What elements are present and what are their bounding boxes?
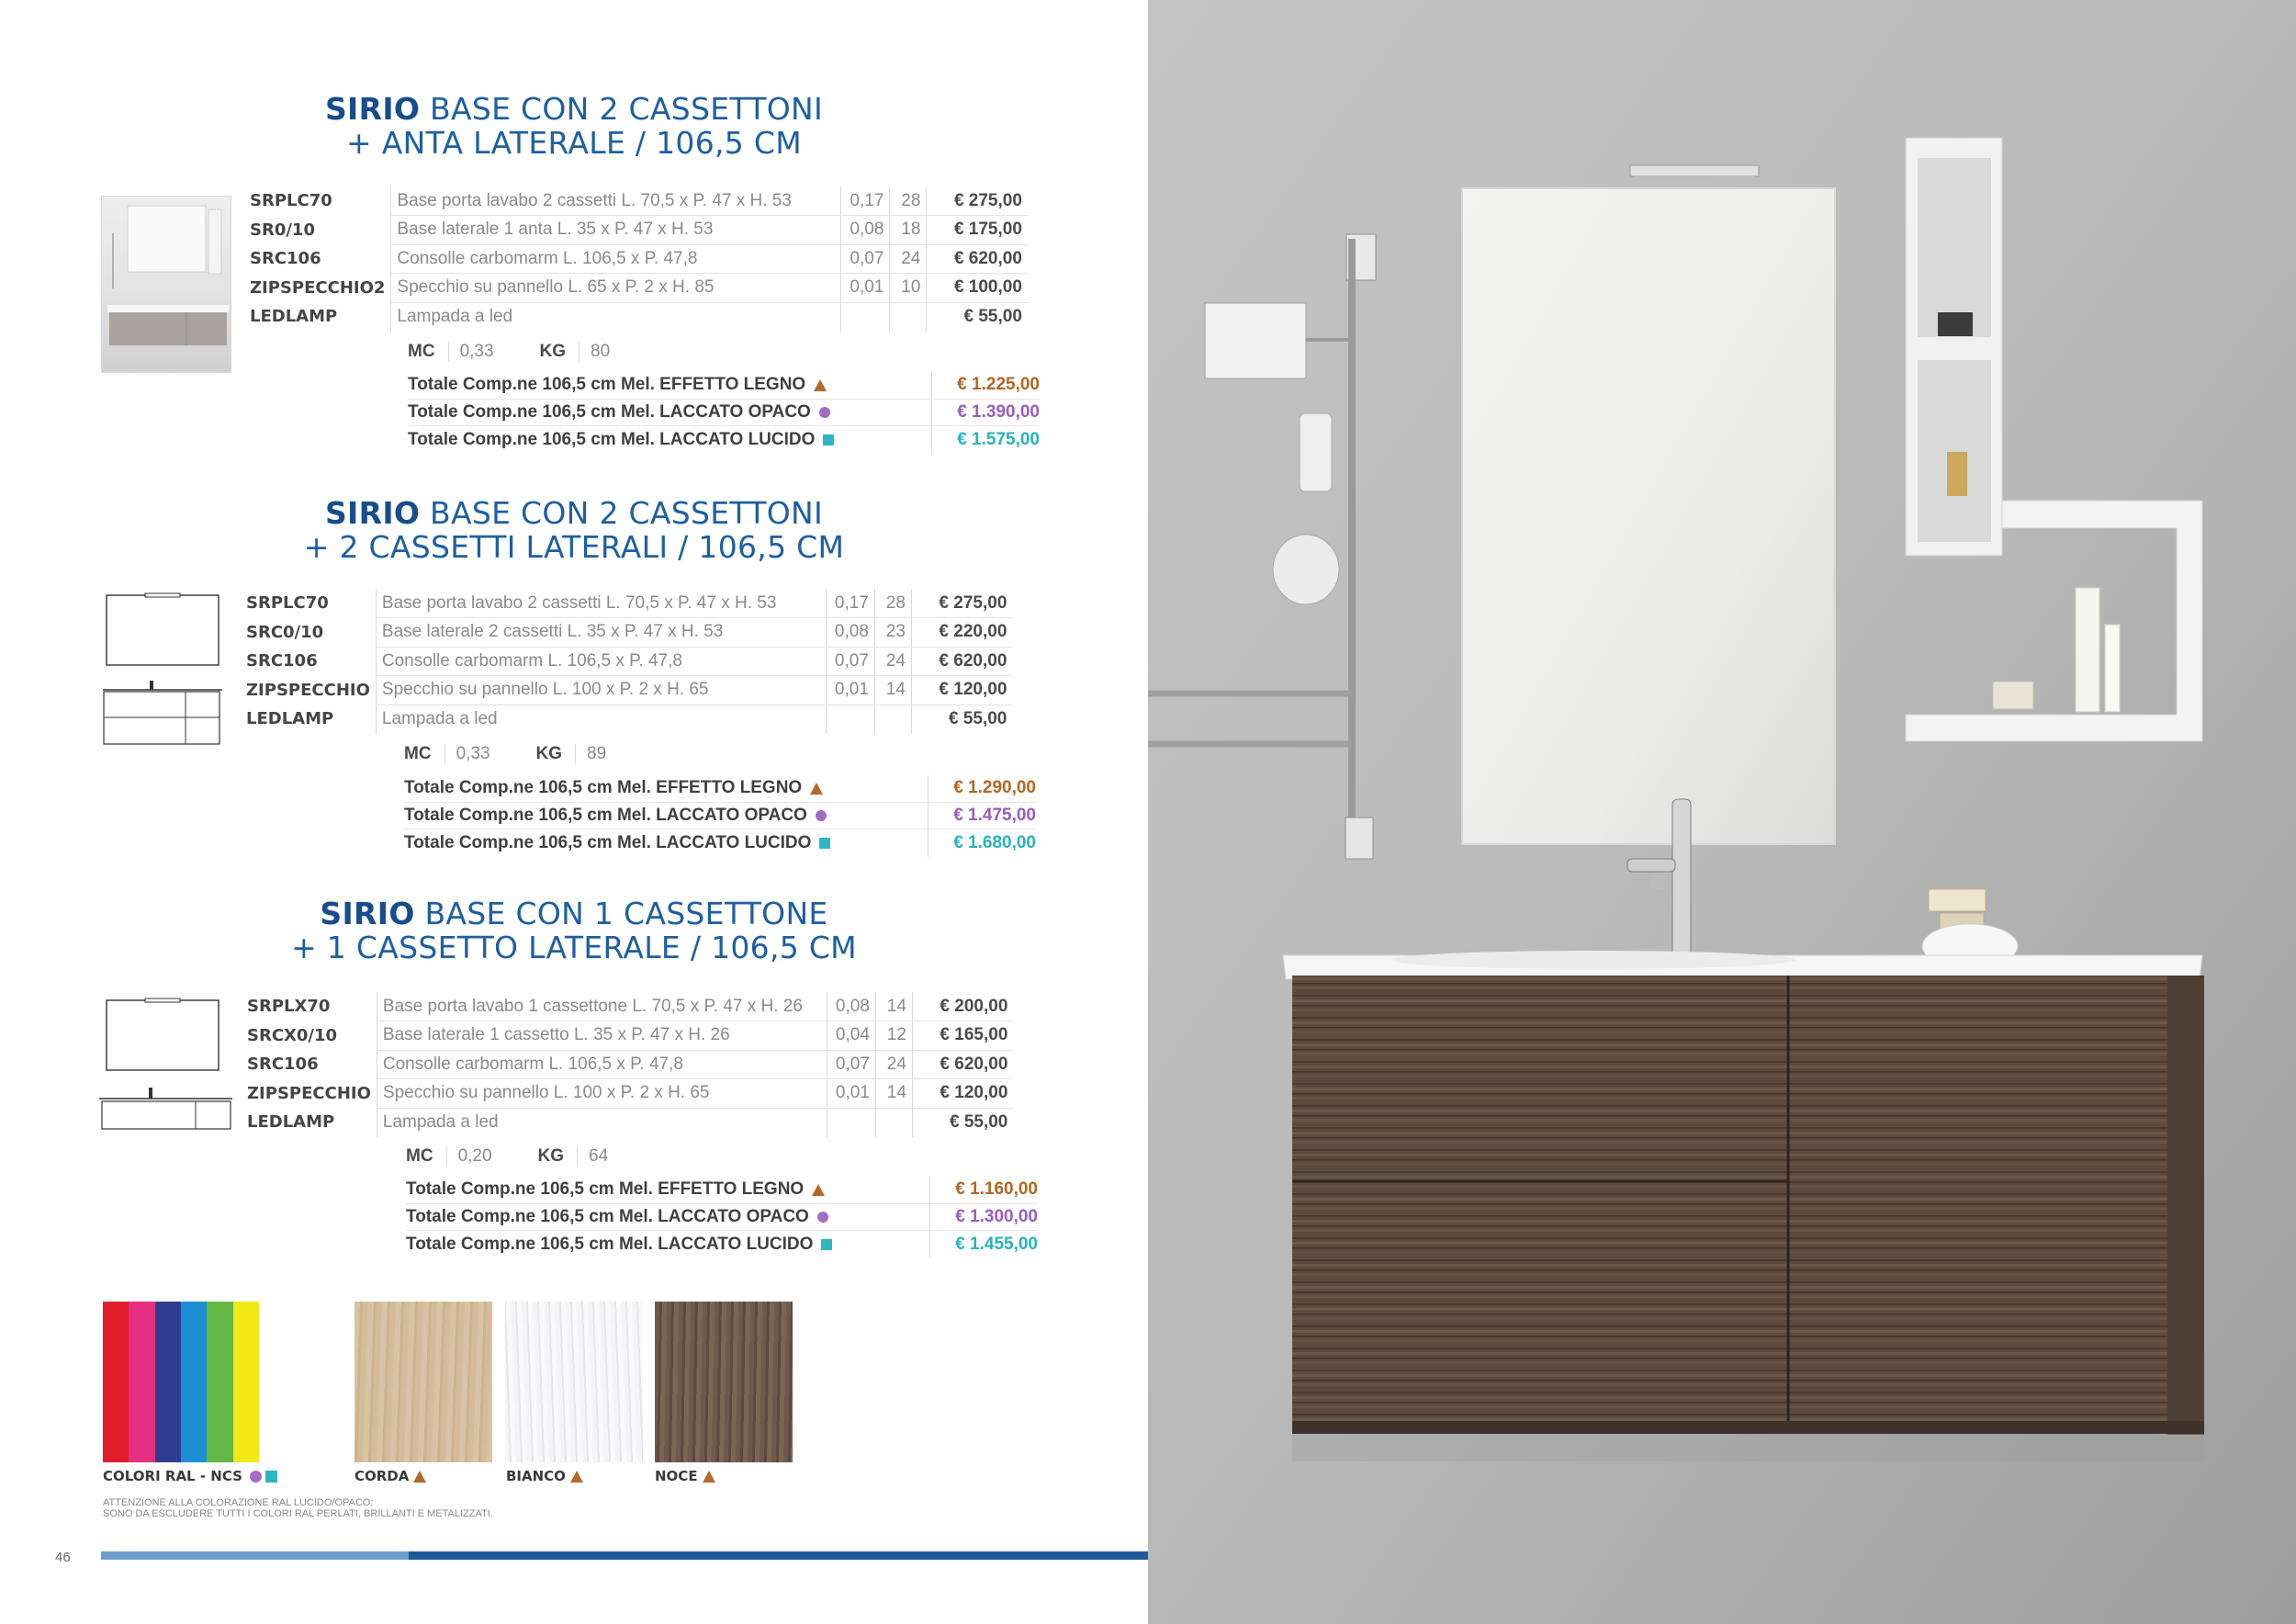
total-row <box>406 1204 1038 1232</box>
item-mc: 0,01 <box>827 1079 875 1109</box>
item-mc <box>826 705 874 734</box>
item-code: SRC106 <box>242 1050 377 1079</box>
section-title: SIRIO BASE CON 2 CASSETTONI + 2 CASSETTI LATERALI / 106,5 CM <box>303 495 845 565</box>
total-price: € 1.160,00 <box>929 1177 1038 1203</box>
noce-label-text: NOCE <box>655 1468 698 1484</box>
composition-line-drawing <box>99 998 232 1140</box>
footer-bar-dark <box>409 1551 1148 1560</box>
item-mc: 0,17 <box>826 589 874 618</box>
item-code: SRPLC70 <box>244 186 391 216</box>
totals-block <box>408 372 1040 454</box>
ral-color-stripe <box>129 1302 154 1462</box>
product-photo <box>1148 0 2296 1624</box>
total-price: € 1.475,00 <box>928 803 1036 829</box>
item-description: Base laterale 1 cassetto L. 35 x P. 47 x H. 26 <box>377 1021 827 1051</box>
volume-weight-summary <box>406 1146 654 1167</box>
table-row <box>241 676 1012 705</box>
note-line: ATTENZIONE ALLA COLORAZIONE RAL LUCIDO/OPACO: <box>103 1497 374 1508</box>
total-label: Totale Comp.ne 106,5 cm Mel. EFFETTO LEGNO <box>408 375 806 395</box>
item-kg: 28 <box>874 589 911 618</box>
item-description: Consolle carbomarm L. 106,5 x P. 47,8 <box>377 1050 827 1079</box>
kg-label: KG <box>537 1146 565 1166</box>
item-code: SRCX0/10 <box>242 1021 377 1051</box>
table-row <box>244 186 1028 216</box>
note-line: SONO DA ESCLUDERE TUTTI I COLORI RAL PERLATI, BRILLANTI E METALIZZATI. <box>103 1508 493 1519</box>
laccato-opaco-dot-icon <box>816 810 827 821</box>
item-price: € 220,00 <box>911 618 1012 648</box>
corda-label <box>355 1468 426 1484</box>
item-mc: 0,01 <box>841 274 890 303</box>
item-price: € 200,00 <box>912 992 1013 1021</box>
total-price: € 1.680,00 <box>928 829 1036 857</box>
laccato-opaco-dot-icon <box>250 1471 262 1483</box>
ral-color-stripe <box>103 1302 129 1462</box>
total-row <box>406 1231 1038 1258</box>
page-number: 46 <box>55 1550 71 1565</box>
item-description: Base porta lavabo 1 cassettone L. 70,5 x P. 47 x H. 26 <box>377 992 827 1021</box>
item-price: € 275,00 <box>927 186 1028 216</box>
effetto-legno-triangle-icon <box>703 1471 715 1483</box>
total-price: € 1.390,00 <box>931 400 1040 426</box>
item-kg: 28 <box>890 186 927 216</box>
kg-value: 64 <box>577 1146 608 1167</box>
mc-value: 0,20 <box>446 1146 492 1167</box>
total-row <box>408 400 1040 427</box>
item-code: LEDLAMP <box>241 705 376 734</box>
item-mc: 0,04 <box>827 1021 875 1051</box>
item-kg: 24 <box>874 647 911 676</box>
item-price: € 175,00 <box>927 216 1028 245</box>
item-kg <box>874 705 911 734</box>
item-code: SRC106 <box>244 244 391 274</box>
item-kg <box>890 302 927 332</box>
laccato-lucido-square-icon <box>265 1471 277 1483</box>
total-label: Totale Comp.ne 106,5 cm Mel. LACCATO LUCIDO <box>408 429 816 449</box>
laccato-opaco-dot-icon <box>817 1212 828 1223</box>
effetto-legno-triangle-icon <box>570 1471 583 1483</box>
table-row <box>241 705 1012 734</box>
item-code: SRPLX70 <box>242 992 377 1021</box>
totals-block <box>406 1177 1038 1258</box>
items-table <box>241 589 1012 734</box>
item-description: Base laterale 2 cassetti L. 35 x P. 47 x H. 53 <box>376 618 826 648</box>
item-price: € 620,00 <box>912 1050 1013 1079</box>
item-code: ZIPSPECCHIO <box>241 676 376 705</box>
effetto-legno-triangle-icon <box>814 379 827 391</box>
noce-finish-swatch <box>655 1302 793 1462</box>
footer-bar-light <box>101 1551 409 1560</box>
item-price: € 620,00 <box>927 244 1028 274</box>
item-kg: 23 <box>874 618 911 648</box>
total-row <box>408 372 1040 400</box>
item-price: € 120,00 <box>911 676 1012 705</box>
item-mc: 0,01 <box>826 676 874 705</box>
table-row <box>242 1108 1013 1137</box>
kg-label: KG <box>535 744 563 763</box>
total-label: Totale Comp.ne 106,5 cm Mel. LACCATO OPACO <box>406 1206 809 1226</box>
mc-value: 0,33 <box>445 744 490 764</box>
table-row <box>241 589 1012 618</box>
item-price: € 275,00 <box>911 589 1012 618</box>
total-label: Totale Comp.ne 106,5 cm Mel. LACCATO OPACO <box>404 805 807 825</box>
table-row <box>242 1079 1013 1109</box>
item-description: Consolle carbomarm L. 106,5 x P. 47,8 <box>391 244 841 274</box>
item-description: Specchio su pannello L. 65 x P. 2 x H. 85 <box>391 274 841 303</box>
composition-line-drawing <box>101 592 222 753</box>
totals-block <box>404 775 1036 857</box>
laccato-lucido-square-icon <box>819 838 830 849</box>
laccato-opaco-dot-icon <box>819 407 830 418</box>
color-warning-note <box>103 1497 617 1519</box>
item-mc: 0,07 <box>827 1050 875 1079</box>
ral-label-text: COLORI RAL - NCS <box>103 1468 242 1484</box>
item-mc: 0,08 <box>841 216 890 245</box>
table-row <box>242 1050 1013 1079</box>
item-description: Lampada a led <box>376 705 826 734</box>
total-price: € 1.455,00 <box>929 1231 1038 1258</box>
bianco-finish-swatch <box>505 1302 643 1462</box>
laccato-lucido-square-icon <box>821 1239 832 1250</box>
items-table <box>244 186 1028 332</box>
total-row <box>404 803 1036 830</box>
item-description: Specchio su pannello L. 100 x P. 2 x H. 65 <box>376 676 826 705</box>
total-label: Totale Comp.ne 106,5 cm Mel. LACCATO OPACO <box>408 401 811 422</box>
mc-value: 0,33 <box>448 342 494 362</box>
item-price: € 165,00 <box>912 1021 1013 1051</box>
total-row <box>404 775 1036 803</box>
item-description: Lampada a led <box>391 302 841 332</box>
item-mc <box>841 302 890 332</box>
mc-label: MC <box>406 1146 433 1166</box>
item-mc: 0,17 <box>841 186 890 216</box>
item-kg: 24 <box>890 244 927 274</box>
item-code: SRC106 <box>241 647 376 676</box>
items-table <box>242 992 1013 1137</box>
noce-label <box>655 1468 715 1484</box>
corda-label-text: CORDA <box>355 1468 410 1484</box>
section-title: SIRIO BASE CON 1 CASSETTONE + 1 CASSETTO LATERALE / 106,5 CM <box>291 896 857 965</box>
kg-value: 89 <box>575 744 606 764</box>
item-code: SR0/10 <box>244 216 391 245</box>
item-code: SRPLC70 <box>241 589 376 618</box>
mc-label: MC <box>408 342 435 361</box>
item-kg: 18 <box>890 216 927 245</box>
total-price: € 1.300,00 <box>929 1204 1038 1231</box>
ral-color-stripe <box>181 1302 207 1462</box>
item-mc: 0,07 <box>841 244 890 274</box>
item-price: € 100,00 <box>927 274 1028 303</box>
table-row <box>241 647 1012 676</box>
mc-label: MC <box>404 744 432 763</box>
item-mc <box>827 1108 875 1137</box>
item-kg: 12 <box>875 1021 912 1051</box>
table-row <box>244 216 1028 245</box>
bianco-label <box>506 1468 583 1484</box>
total-row <box>408 426 1040 454</box>
laccato-lucido-square-icon <box>823 434 834 445</box>
ral-color-swatches <box>103 1302 259 1462</box>
item-kg: 24 <box>875 1050 912 1079</box>
table-row <box>242 992 1013 1021</box>
item-description: Consolle carbomarm L. 106,5 x P. 47,8 <box>376 647 826 676</box>
total-price: € 1.575,00 <box>931 426 1040 454</box>
item-code: LEDLAMP <box>242 1108 377 1137</box>
bathroom-composition-illustration <box>1148 0 2296 1624</box>
ral-color-stripe <box>207 1302 232 1462</box>
item-kg: 10 <box>890 274 927 303</box>
item-price: € 55,00 <box>949 1112 1008 1132</box>
item-price: € 120,00 <box>912 1079 1013 1109</box>
volume-weight-summary <box>408 342 656 362</box>
table-row <box>244 244 1028 274</box>
total-row <box>406 1177 1038 1204</box>
item-mc: 0,08 <box>826 618 874 648</box>
item-code: SRC0/10 <box>241 618 376 648</box>
total-label: Totale Comp.ne 106,5 cm Mel. EFFETTO LEGNO <box>406 1179 805 1200</box>
item-description: Base laterale 1 anta L. 35 x P. 47 x H. 53 <box>391 216 841 245</box>
effetto-legno-triangle-icon <box>812 1184 825 1196</box>
composition-thumbnail-photo <box>101 196 231 373</box>
ral-label <box>103 1468 277 1484</box>
bianco-label-text: BIANCO <box>506 1468 566 1484</box>
item-price: € 55,00 <box>963 307 1022 326</box>
item-kg: 14 <box>874 676 911 705</box>
item-description: Base porta lavabo 2 cassetti L. 70,5 x P. 47 x H. 53 <box>376 589 826 618</box>
total-label: Totale Comp.ne 106,5 cm Mel. LACCATO LUCIDO <box>404 832 812 852</box>
kg-label: KG <box>539 342 567 361</box>
total-label: Totale Comp.ne 106,5 cm Mel. EFFETTO LEGNO <box>404 778 803 798</box>
item-description: Base porta lavabo 2 cassetti L. 70,5 x P. 47 x H. 53 <box>391 186 841 216</box>
effetto-legno-triangle-icon <box>810 783 823 795</box>
item-code: LEDLAMP <box>244 302 391 332</box>
kg-value: 80 <box>579 342 610 362</box>
table-row <box>244 274 1028 303</box>
item-price: € 620,00 <box>911 647 1012 676</box>
item-description: Specchio su pannello L. 100 x P. 2 x H. 65 <box>377 1079 827 1109</box>
volume-weight-summary <box>404 744 652 764</box>
table-row <box>244 302 1028 332</box>
item-mc: 0,08 <box>827 992 875 1021</box>
table-row <box>242 1021 1013 1051</box>
section-title: SIRIO BASE CON 2 CASSETTONI + ANTA LATERALE / 106,5 CM <box>324 91 824 161</box>
item-description: Lampada a led <box>377 1108 827 1137</box>
total-row <box>404 829 1036 857</box>
effetto-legno-triangle-icon <box>413 1471 426 1483</box>
item-price: € 55,00 <box>948 709 1007 728</box>
item-kg: 14 <box>875 992 912 1021</box>
item-code: ZIPSPECCHIO <box>242 1079 377 1109</box>
ral-color-stripe <box>233 1302 259 1462</box>
item-kg: 14 <box>875 1079 912 1109</box>
item-kg <box>875 1108 912 1137</box>
ral-color-stripe <box>155 1302 181 1462</box>
item-code: ZIPSPECCHIO2 <box>244 274 391 303</box>
table-row <box>241 618 1012 648</box>
total-price: € 1.225,00 <box>931 372 1040 399</box>
total-label: Totale Comp.ne 106,5 cm Mel. LACCATO LUCIDO <box>406 1234 814 1254</box>
corda-finish-swatch <box>355 1302 492 1462</box>
item-mc: 0,07 <box>826 647 874 676</box>
total-price: € 1.290,00 <box>928 775 1036 802</box>
